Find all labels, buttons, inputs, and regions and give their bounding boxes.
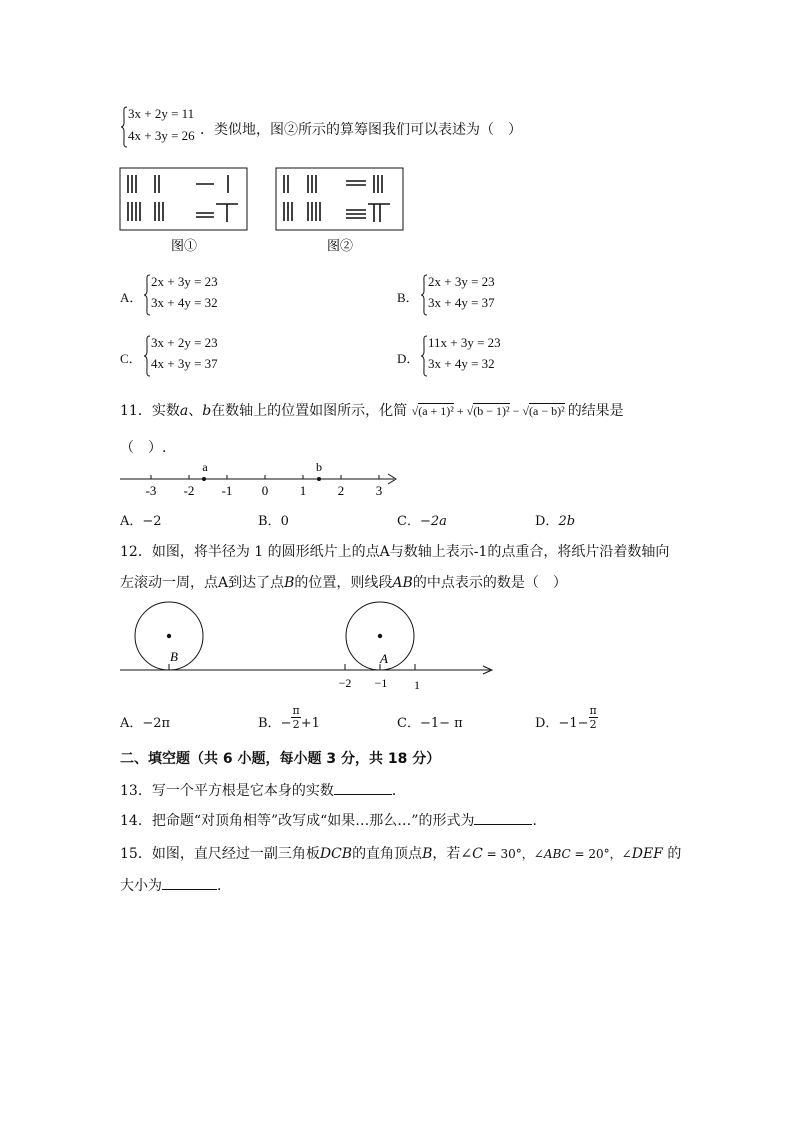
q11-plus: +: [456, 404, 464, 418]
q11-ticks: [146, 475, 383, 498]
q15-vertex-b: B: [422, 846, 433, 862]
brace-icon: [420, 274, 428, 316]
q13-end: ．: [391, 783, 406, 799]
q13: [120, 780, 406, 800]
q12-tick-label-neg1: −1: [374, 676, 388, 690]
q10-option-d-system: [420, 335, 530, 377]
q12-option-b-pre: −: [280, 716, 292, 731]
q11-tick-label: 0: [261, 483, 269, 498]
q10-option-c-label: C．: [120, 351, 142, 366]
q12-line2-d: AB: [392, 575, 413, 591]
q11-point-b-label: b: [316, 460, 322, 474]
q11-tick-label: -3: [145, 483, 157, 498]
q11-option-a[interactable]: [120, 510, 162, 529]
brace-icon: [143, 335, 151, 377]
q12-option-a-value: −2π: [142, 716, 171, 731]
section2-heading: 二、填空题（共 6 小题，每小题 3 分，共 18 分）: [120, 751, 441, 767]
q12-line2-b: B: [284, 575, 295, 591]
top-eq1: 3x + 2y = 11: [128, 106, 195, 121]
q11-tick-label: 2: [337, 483, 345, 498]
q14-answer-blank[interactable]: [474, 811, 532, 825]
q11-var-b: b: [202, 403, 212, 419]
figure1-rods: [128, 175, 238, 222]
q10-option-a-label: A．: [120, 290, 143, 305]
q12-option-b-num: π: [292, 704, 300, 717]
q12-label-a: A: [380, 651, 388, 666]
q12-tick-label-neg2: −2: [338, 676, 352, 690]
q12-tick-label-1: 1: [414, 678, 420, 692]
figure2-rods: [284, 175, 390, 222]
q11-option-b[interactable]: [258, 510, 289, 529]
q12-line2-e: 的中点表示的数是（ ）: [412, 575, 567, 591]
q15-line2-text: 大小为: [120, 878, 162, 894]
q14: [120, 810, 546, 830]
brace-icon: [420, 335, 428, 377]
q12-option-c[interactable]: [397, 712, 463, 731]
q11-tick-label: -2: [183, 483, 195, 498]
q11-term1: (a + 1)²: [418, 404, 454, 418]
q15-angle-def: DEF: [631, 846, 663, 862]
q11-tick-label: 3: [375, 483, 383, 498]
figure2-caption: 图②: [326, 238, 354, 253]
q10-option-d-eq2: 3x + 4y = 32: [428, 356, 495, 371]
q12-option-b[interactable]: [258, 704, 320, 731]
top-eq2: 4x + 3y = 26: [128, 128, 195, 143]
q12-option-d-den: 2: [589, 718, 597, 731]
q15-text-b: 的直角顶点: [352, 846, 423, 862]
q10-option-b-system: [420, 274, 530, 316]
q15-text-c: ，若∠: [432, 846, 473, 862]
q11-tick-label: 1: [299, 483, 307, 498]
q11-text-b: 在数轴上的位置如图所示，化简: [211, 403, 408, 419]
q12-rolling-circle-figure: [115, 598, 500, 698]
q10-option-c-eq2: 4x + 3y = 37: [151, 356, 218, 371]
q15-answer-blank[interactable]: [162, 876, 217, 890]
q10-option-b-label: B．: [397, 290, 419, 305]
q11-option-d-value: 2b: [558, 514, 576, 529]
sqrt-icon: √: [522, 404, 529, 418]
q10-option-a-system: [143, 274, 253, 316]
q10-option-c-system: [143, 335, 253, 377]
q11-var-a: a: [179, 403, 189, 419]
q11-stem: [120, 400, 624, 420]
q15-text-d: = 30°，∠: [482, 847, 544, 861]
q12-option-b-label: B．: [258, 716, 281, 731]
figure1-caption: 图①: [170, 238, 198, 253]
counting-rod-figures: [118, 166, 408, 256]
q15-line1: [120, 843, 681, 863]
q12-option-d-num: π: [589, 704, 597, 717]
q12-option-b-fraction: [291, 704, 300, 731]
q15-end: ．: [217, 878, 231, 894]
q11-line2: （ ）.: [120, 440, 167, 456]
q15-text-f: 的: [662, 846, 682, 862]
sqrt-icon: √: [466, 404, 474, 418]
q10-option-b-eq2: 3x + 4y = 37: [428, 295, 495, 310]
q11-minus: −: [512, 404, 520, 418]
q12-line2-a: 左滚动一周，点A到达了点: [120, 575, 285, 591]
q15-text-e: = 20°，∠: [570, 847, 632, 861]
q13-text: 13．写一个平方根是它本身的实数: [120, 783, 334, 799]
q14-end: ．: [532, 813, 547, 829]
q11-term3: (a − b)²: [529, 404, 565, 418]
q11-option-b-label: B．: [258, 514, 281, 529]
q10-option-d-label: D．: [397, 351, 420, 366]
q11-option-a-label: A．: [120, 514, 143, 529]
q11-sep: 、: [188, 403, 203, 419]
q15-angle-abc: ABC: [543, 847, 571, 861]
q12-option-d[interactable]: [535, 704, 598, 731]
q12-option-a-label: A．: [120, 716, 143, 731]
q12-option-b-post: +1: [300, 716, 320, 731]
q11-term2: (b − 1)²: [473, 404, 510, 418]
q12-option-d-label: D．: [535, 716, 559, 731]
q12-option-b-den: 2: [292, 718, 300, 731]
q10-option-c-eq1: 3x + 2y = 23: [151, 335, 218, 350]
q12-option-d-fraction: [589, 704, 598, 731]
q11-option-b-value: 0: [280, 514, 289, 529]
q11-text-c: 的结果是: [567, 403, 624, 419]
q12-option-c-label: C．: [397, 716, 420, 731]
q10-option-d-eq1: 11x + 3y = 23: [428, 335, 501, 350]
q14-text: 14．把命题“对顶角相等”改写成“如果…那么…”的形式为: [120, 813, 475, 829]
q11-option-d[interactable]: [535, 510, 575, 529]
q10-stem: ．类似地，图②所示的算筹图我们可以表述为（ ）: [200, 122, 522, 138]
q12-option-a[interactable]: [120, 712, 170, 731]
q12-option-c-value: −1− π: [419, 716, 463, 731]
figure2-box: [276, 168, 403, 230]
q10-option-a-eq2: 3x + 4y = 32: [151, 295, 218, 310]
q11-expression: [412, 403, 568, 418]
q11-tick-label: -1: [221, 483, 233, 498]
sqrt-icon: √: [411, 404, 419, 418]
q12-line2: [120, 572, 567, 592]
q12-label-b: B: [170, 649, 178, 664]
circle-left-center: [167, 634, 171, 638]
q15-line2: [120, 875, 231, 895]
q12-line1: 12．如图，将半径为 1 的圆形纸片上的点A与数轴上表示-1的点重合，将纸片沿着数轴向: [120, 544, 670, 560]
q11-option-d-label: D．: [535, 514, 559, 529]
q11-point-b: [317, 477, 321, 481]
q10-option-b-eq1: 2x + 3y = 23: [428, 274, 495, 289]
q11-point-a: [202, 477, 206, 481]
q13-answer-blank[interactable]: [334, 781, 392, 795]
q15-text-a: 15．如图，直尺经过一副三角板: [120, 846, 320, 862]
q11-option-c[interactable]: [397, 510, 447, 529]
q11-point-a-label: a: [202, 460, 208, 474]
q15-angle-c: C: [472, 846, 483, 862]
q15-dcb: DCB: [319, 846, 353, 862]
q11-option-c-value: −2a: [419, 514, 447, 529]
circle-right-center: [378, 634, 382, 638]
q11-option-c-label: C．: [397, 514, 420, 529]
q11-option-a-value: −2: [142, 514, 162, 529]
q11-text-a: 11．实数: [120, 403, 180, 419]
brace-icon: [143, 274, 151, 316]
brace-icon: [120, 106, 128, 148]
q10-option-a-eq1: 2x + 3y = 23: [151, 274, 218, 289]
q12-line2-c: 的位置，则线段: [294, 575, 393, 591]
q11-number-line: [118, 458, 403, 500]
q12-option-d-pre: −1−: [558, 716, 589, 731]
